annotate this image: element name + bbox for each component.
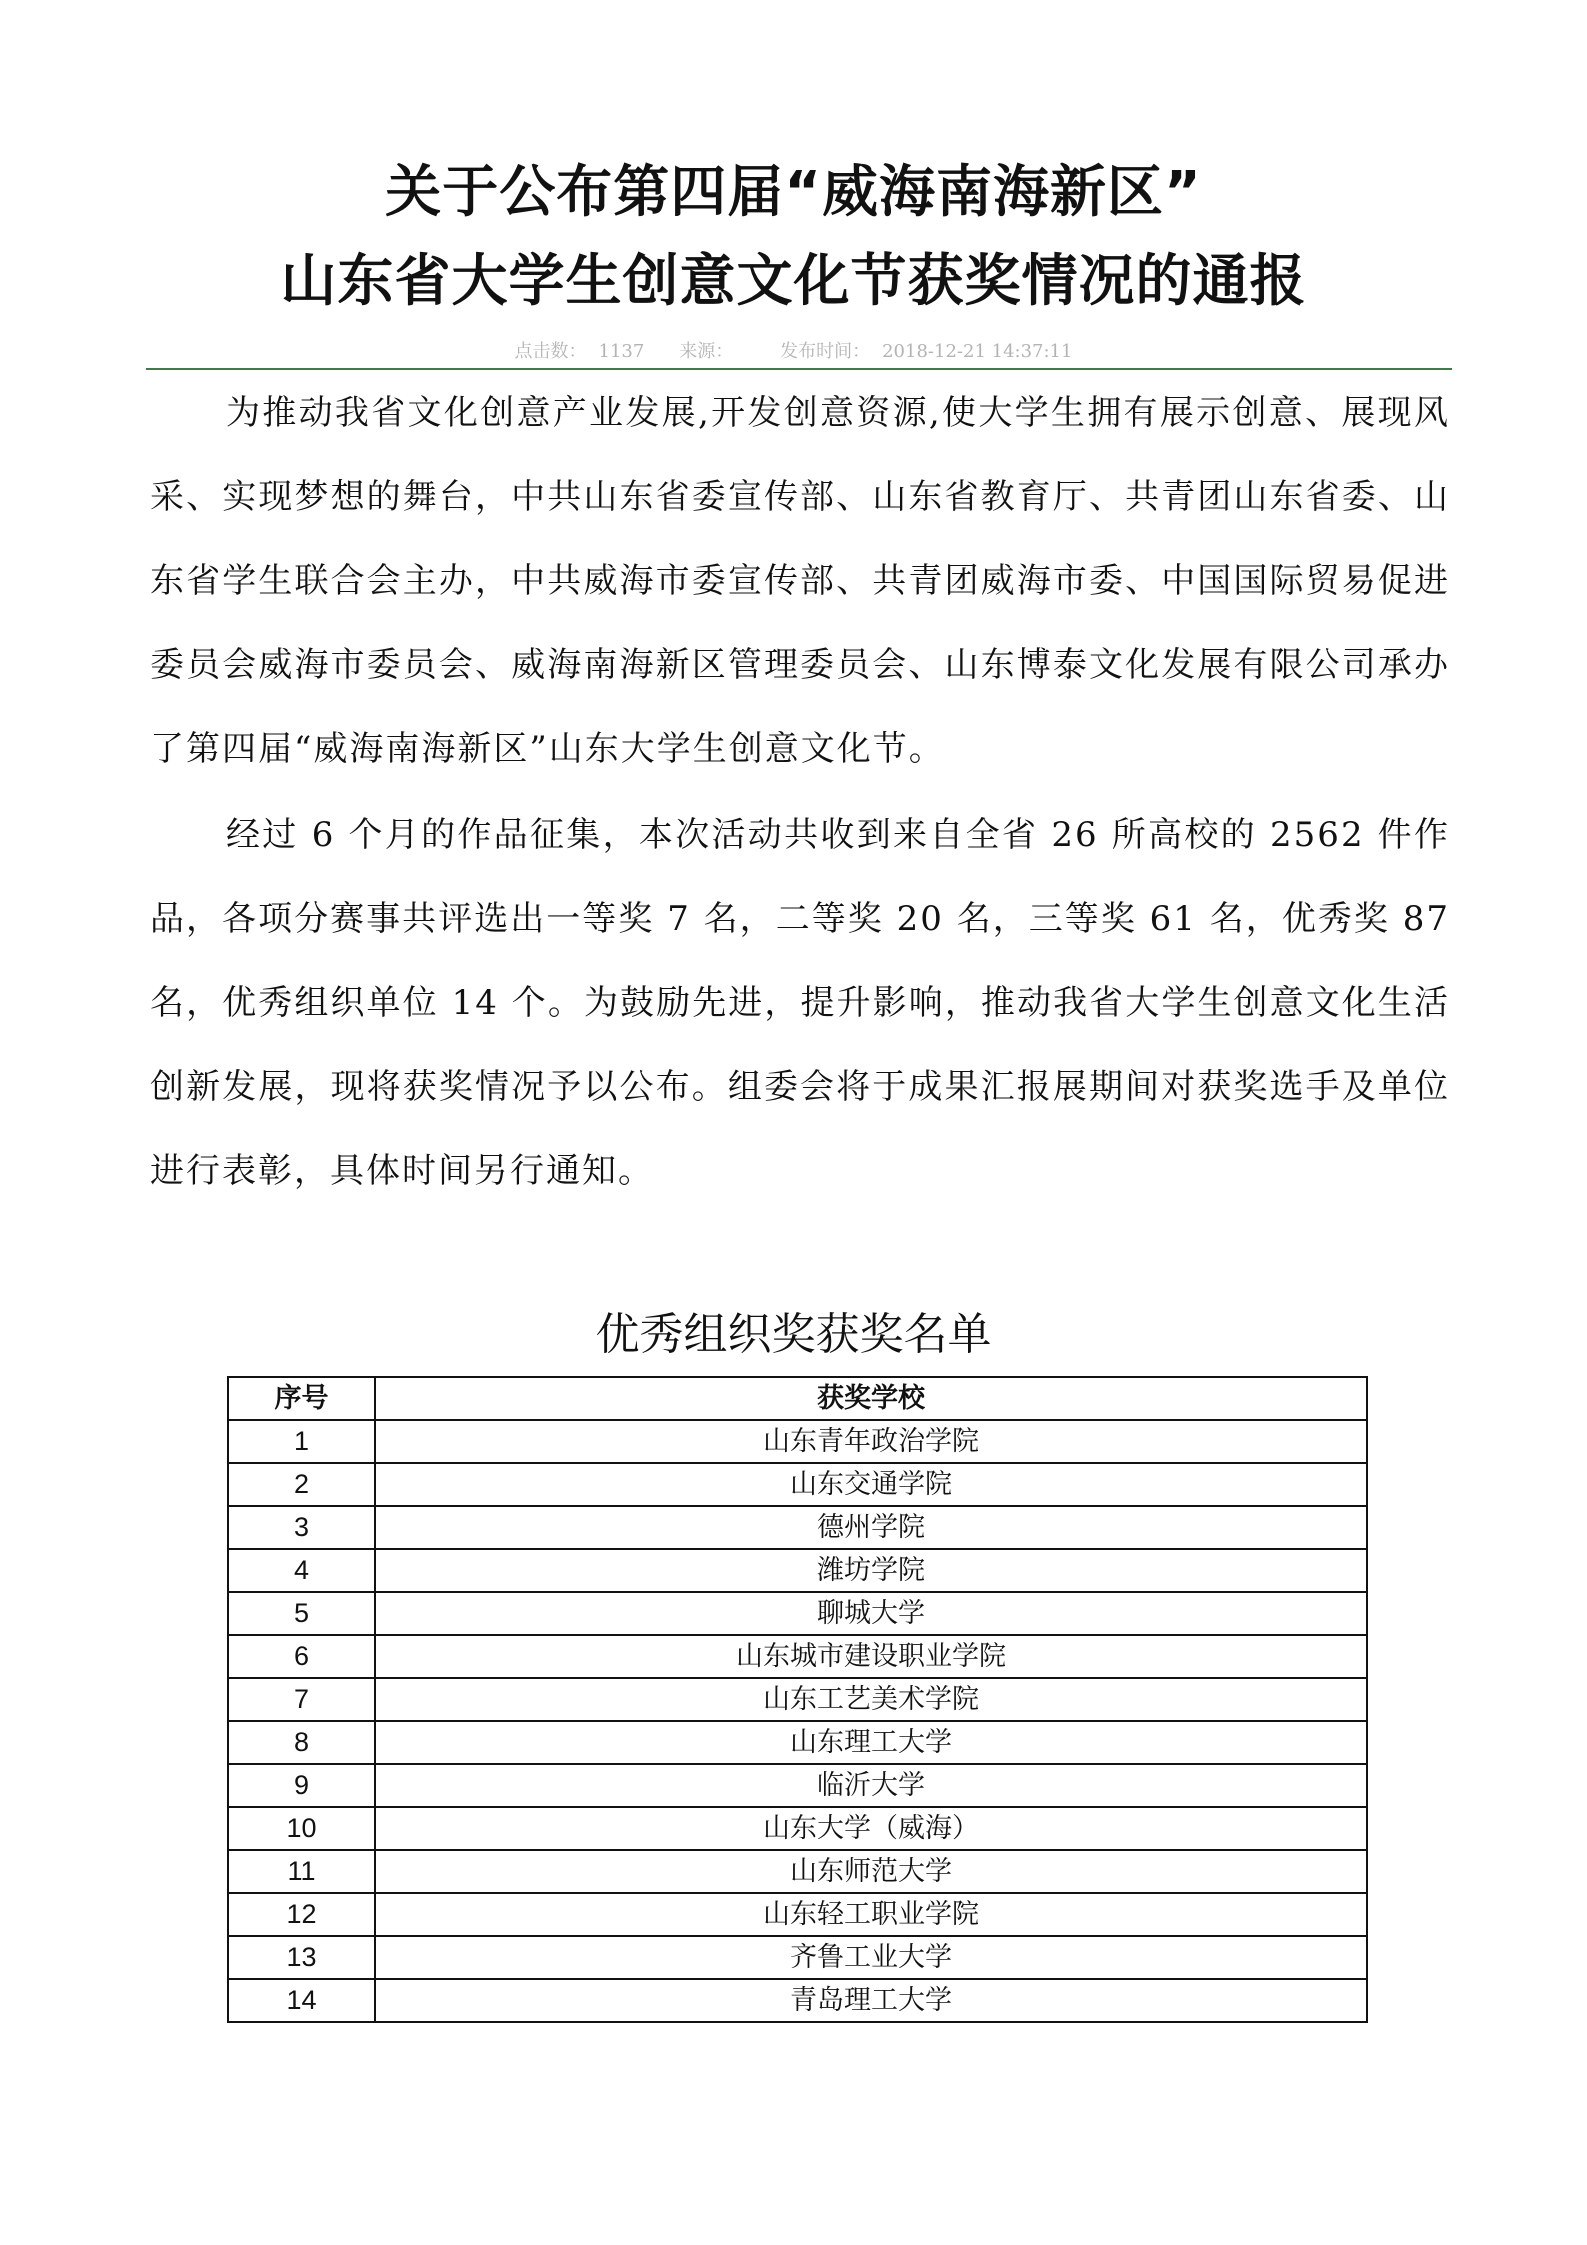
row-number: 9 bbox=[228, 1764, 375, 1807]
row-school: 山东交通学院 bbox=[375, 1463, 1367, 1506]
awards-table bbox=[227, 1376, 1368, 2023]
row-number: 3 bbox=[228, 1506, 375, 1549]
row-school: 山东工艺美术学院 bbox=[375, 1678, 1367, 1721]
row-school: 山东青年政治学院 bbox=[375, 1420, 1367, 1463]
row-school: 山东理工大学 bbox=[375, 1721, 1367, 1764]
table-row bbox=[228, 1678, 1367, 1721]
table-row bbox=[228, 1463, 1367, 1506]
table-row bbox=[228, 1893, 1367, 1936]
row-number: 12 bbox=[228, 1893, 375, 1936]
table-row bbox=[228, 1420, 1367, 1463]
column-header-number: 序号 bbox=[228, 1377, 375, 1420]
row-school: 齐鲁工业大学 bbox=[375, 1936, 1367, 1979]
column-header-school: 获奖学校 bbox=[375, 1377, 1367, 1420]
table-row bbox=[228, 1549, 1367, 1592]
clicks-label: 点击数： bbox=[514, 341, 587, 362]
row-number: 14 bbox=[228, 1979, 375, 2022]
table-row bbox=[228, 1807, 1367, 1850]
row-school: 临沂大学 bbox=[375, 1764, 1367, 1807]
table-row bbox=[228, 1506, 1367, 1549]
row-number: 6 bbox=[228, 1635, 375, 1678]
document-title-line2: 山东省大学生创意文化节获奖情况的通报 bbox=[280, 249, 1307, 314]
table-row bbox=[228, 1592, 1367, 1635]
row-school: 聊城大学 bbox=[375, 1592, 1367, 1635]
row-number: 8 bbox=[228, 1721, 375, 1764]
awards-list-title: 优秀组织奖获奖名单 bbox=[595, 1309, 992, 1360]
article-meta bbox=[0, 337, 1587, 363]
row-school: 潍坊学院 bbox=[375, 1549, 1367, 1592]
table-row bbox=[228, 1764, 1367, 1807]
row-number: 4 bbox=[228, 1549, 375, 1592]
row-number: 2 bbox=[228, 1463, 375, 1506]
row-school: 山东城市建设职业学院 bbox=[375, 1635, 1367, 1678]
table-row bbox=[228, 1979, 1367, 2022]
body-paragraph-1-block bbox=[150, 371, 1450, 791]
row-number: 13 bbox=[228, 1936, 375, 1979]
table-header-row bbox=[228, 1377, 1367, 1420]
row-school: 德州学院 bbox=[375, 1506, 1367, 1549]
body-paragraph-1: 为推动我省文化创意产业发展,开发创意资源,使大学生拥有展示创意、展现风采、实现梦想的舞台，中共山东省委宣传部、山东省教育厅、共青团山东省委、山东省学生联合会主办，中共威海市委宣传部、共青团威海市委、中国国际贸易促进委员会威海市委员会、威海南海新区管理委员会、山东博泰文化发展有限公司承办了第四届“威海南海新区”山东大学生创意文化节。 bbox=[150, 393, 1450, 769]
header-divider bbox=[146, 368, 1452, 370]
published-value: 2018-12-21 14:37:11 bbox=[882, 341, 1073, 362]
row-school: 山东师范大学 bbox=[375, 1850, 1367, 1893]
source-label: 来源： bbox=[679, 341, 734, 362]
table-row bbox=[228, 1635, 1367, 1678]
row-school: 青岛理工大学 bbox=[375, 1979, 1367, 2022]
clicks-value: 1137 bbox=[598, 341, 645, 362]
row-number: 1 bbox=[228, 1420, 375, 1463]
table-row bbox=[228, 1721, 1367, 1764]
document-title-line1: 关于公布第四届“威海南海新区” bbox=[385, 160, 1202, 225]
row-school: 山东轻工职业学院 bbox=[375, 1893, 1367, 1936]
row-number: 5 bbox=[228, 1592, 375, 1635]
body-paragraph-2: 经过 6 个月的作品征集，本次活动共收到来自全省 26 所高校的 2562 件作品，各项分赛事共评选出一等奖 7 名，二等奖 20 名，三等奖 61 名，优秀奖 87 名，优秀组织单位 14 个。为鼓励先进，提升影响，推动我省大学生创意文化生活创新发展，现将获奖情况予以公布。组委会将于成果汇报展期间对获奖选手及单位进行表彰，具体时间另行通知。 bbox=[150, 815, 1450, 1191]
row-number: 7 bbox=[228, 1678, 375, 1721]
row-number: 11 bbox=[228, 1850, 375, 1893]
table-row bbox=[228, 1936, 1367, 1979]
row-number: 10 bbox=[228, 1807, 375, 1850]
table-row bbox=[228, 1850, 1367, 1893]
published-label: 发布时间： bbox=[780, 341, 871, 362]
row-school: 山东大学（威海） bbox=[375, 1807, 1367, 1850]
body-paragraph-2-block bbox=[150, 793, 1450, 1213]
